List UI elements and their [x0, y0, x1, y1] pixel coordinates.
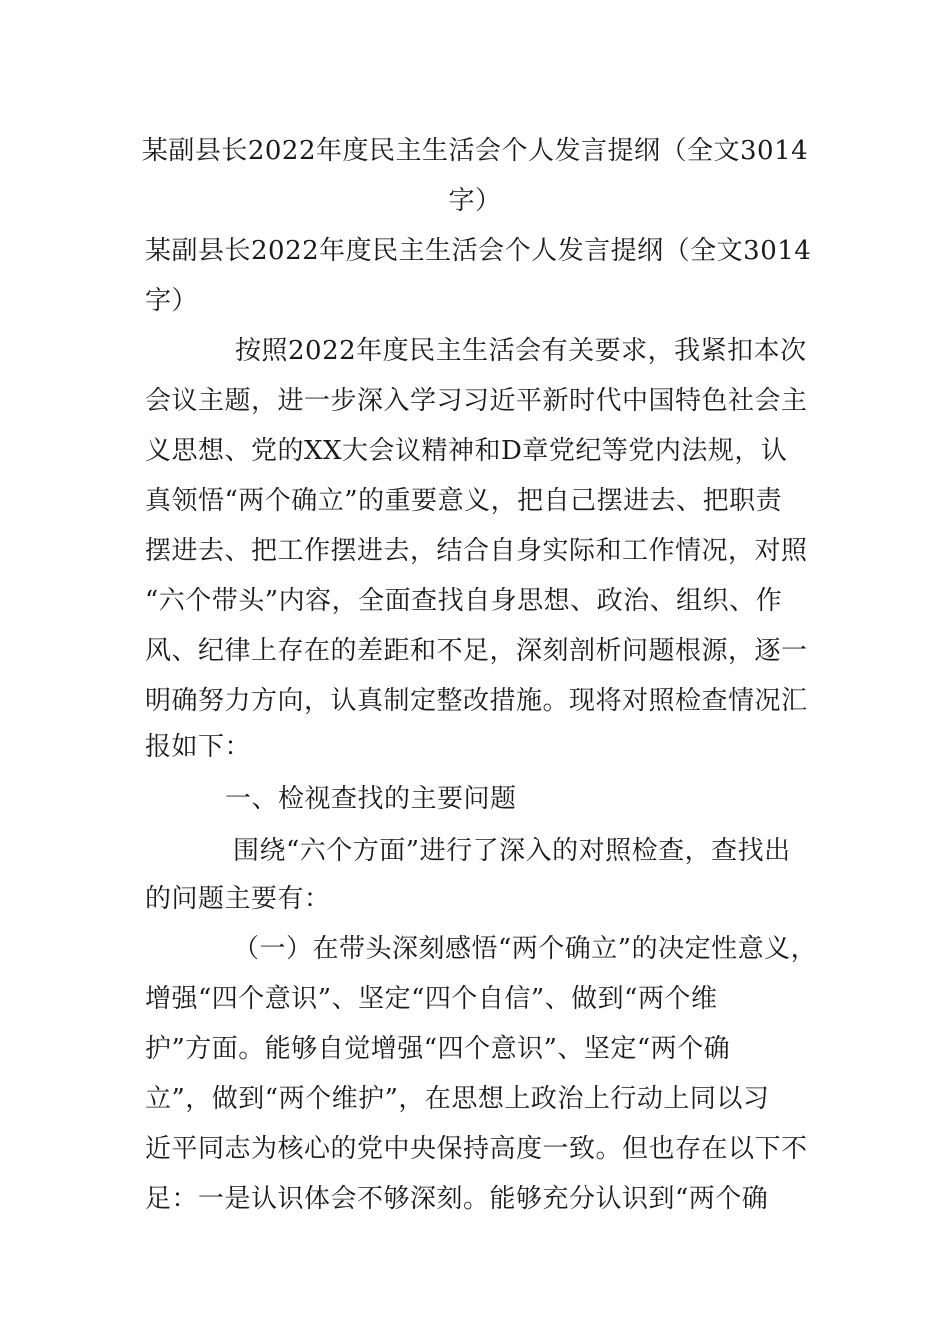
paragraph-line: 按照2022年度民主生活会有关要求，我紧扣本次 — [235, 336, 807, 366]
paragraph-line: 真领悟“两个确立”的重要意义，把自己摆进去、把职责 — [145, 486, 783, 516]
paragraph-line: 报如下： — [145, 732, 252, 762]
subtitle-line-1: 某副县长2022年度民主生活会个人发言提纲（全文3014 — [145, 236, 812, 266]
document-title — [120, 126, 830, 226]
paragraph-line: 的问题主要有： — [145, 884, 331, 914]
paragraph-line: 会议主题，进一步深入学习习近平新时代中国特色社会主 — [145, 386, 808, 416]
paragraph-line: 义思想、党的XX大会议精神和D章党纪等党内法规，认 — [145, 436, 788, 466]
paragraph-line: 明确努力方向，认真制定整改措施。现将对照检查情况汇 — [145, 686, 808, 716]
paragraph-line: 增强“四个意识”、坚定“四个自信”、做到“两个维 — [145, 984, 718, 1014]
paragraph-line: （一）在带头深刻感悟“两个确立”的决定性意义， — [233, 934, 818, 964]
title-line-1: 某副县长2022年度民主生活会个人发言提纲（全文3014 — [141, 136, 809, 166]
paragraph-line: 风、纪律上存在的差距和不足，深刻剖析问题根源，逐一 — [145, 636, 808, 666]
paragraph-line: 护”方面。能够自觉增强“四个意识”、坚定“两个确 — [145, 1034, 731, 1064]
title-line-2: 字） — [448, 186, 502, 216]
paragraph-line: 足：一是认识体会不够深刻。能够充分认识到“两个确 — [145, 1184, 769, 1214]
paragraph-line: 近平同志为核心的党中央保持高度一致。但也存在以下不 — [145, 1134, 808, 1164]
section-heading: 一、检视查找的主要问题 — [225, 784, 517, 814]
paragraph-line: 围绕“六个方面”进行了深入的对照检查，查找出 — [233, 836, 791, 866]
paragraph-line: 摆进去、把工作摆进去，结合自身实际和工作情况，对照 — [145, 536, 808, 566]
paragraph-line: “六个带头”内容，全面查找自身思想、政治、组织、作 — [145, 586, 783, 616]
subtitle-line-2: 字） — [145, 286, 199, 316]
paragraph-line: 立”，做到“两个维护”，在思想上政治上行动上同以习 — [145, 1084, 770, 1114]
